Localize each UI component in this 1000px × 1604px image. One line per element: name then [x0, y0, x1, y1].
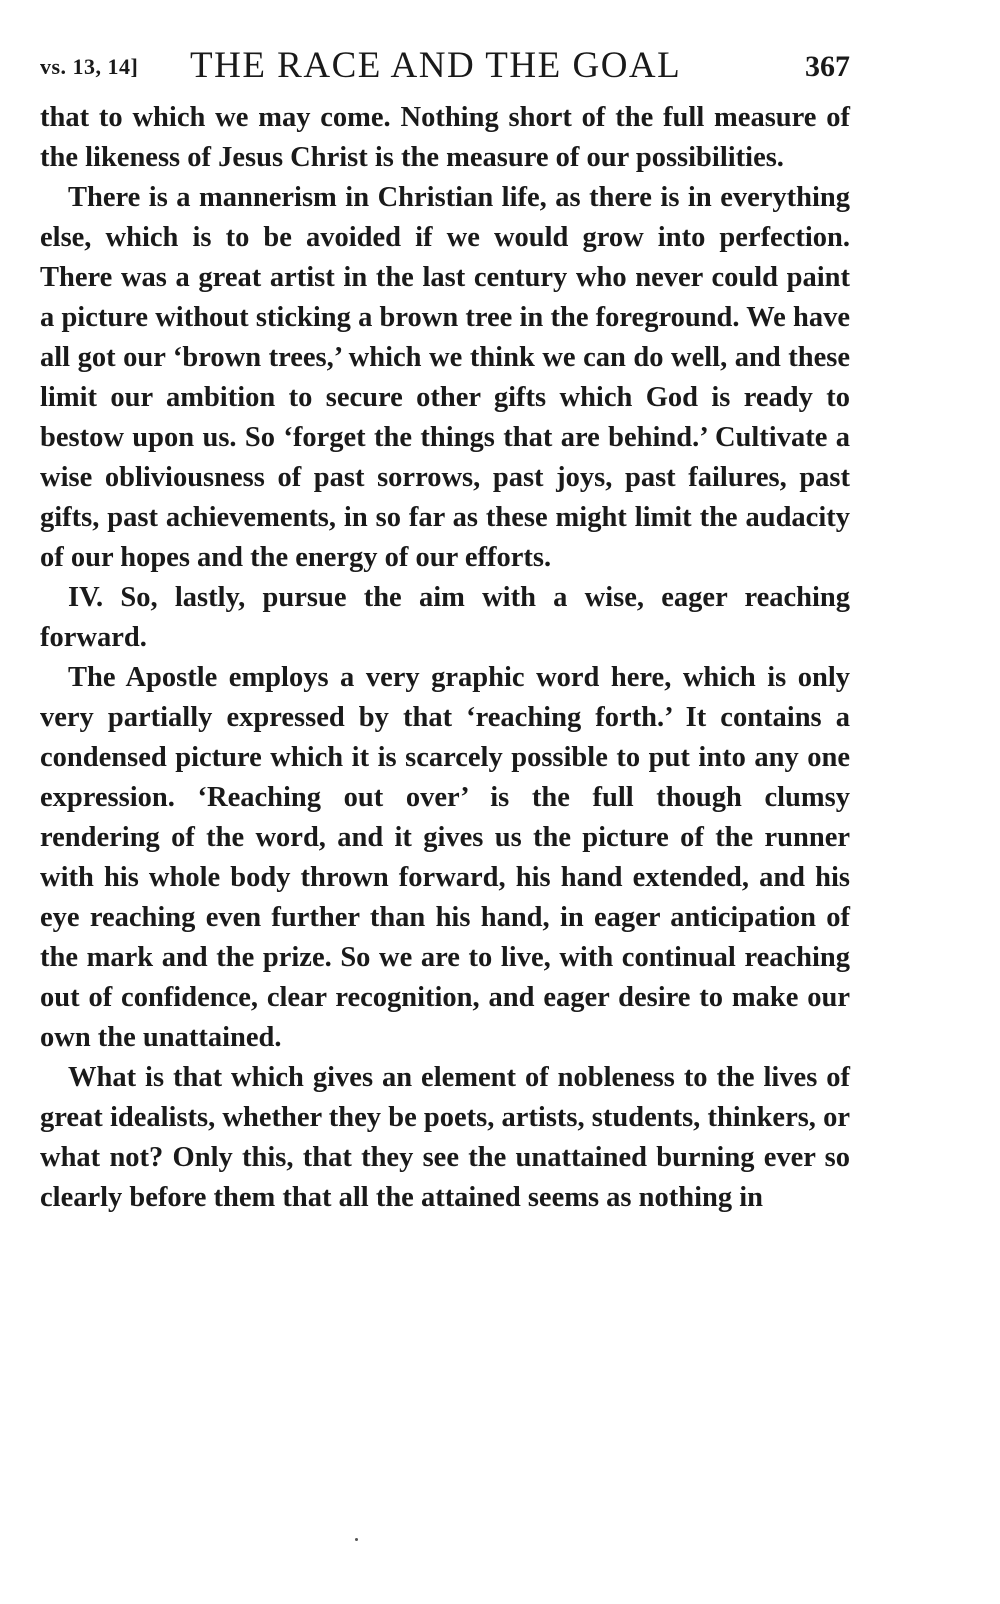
book-page: [40, 40, 850, 1218]
body-text: [40, 98, 850, 1218]
paragraph-mannerism: There is a mannerism in Christian life, as there is in everything else, which is to be avoided if we would grow into perfection. There was a great artist in the last century who never could paint a picture without sticking a brown tree in the foreground. We have all got our ‘brown trees,’ which we think we can do well, and these limit our ambition to secure other gifts which God is ready to bestow upon us. So ‘forget the things that are behind.’ Cultivate a wise obliviousness of past sorrows, past joys, past failures, past gifts, past achievements, in so far as these might limit the audacity of our hopes and the energy of our efforts.: [40, 182, 850, 573]
chapter-title: THE RACE AND THE GOAL: [190, 45, 682, 86]
page-mark: [355, 1538, 358, 1541]
verse-reference: vs. 13, 14]: [40, 54, 139, 79]
paragraph-continuation: that to which we may come. Nothing short of the full measure of the likeness of Jesus Christ is the measure of our possibilities.: [40, 102, 850, 173]
running-head: [40, 40, 850, 98]
paragraph-idealists: What is that which gives an element of nobleness to the lives of great idealists, whether they be poets, artists, students, thinkers, or what not? Only this, that they see the unattained burning ever so clearly before them that all the attained seems as nothing in: [40, 1062, 850, 1213]
paragraph-section-iv: IV. So, lastly, pursue the aim with a wise, eager reaching forward.: [40, 582, 850, 653]
paragraph-apostle: The Apostle employs a very graphic word here, which is only very partially expressed by that ‘reaching forth.’ It contains a condensed picture which it is scarcely possible to put into any one expression. ‘Reaching out over’ is the full though clumsy rendering of the word, and it gives us the picture of the runner with his whole body thrown forward, his hand extended, and his eye reaching even further than his hand, in eager anticipation of the mark and the prize. So we are to live, with continual reaching out of confidence, clear recognition, and eager desire to make our own the unattained.: [40, 662, 850, 1053]
page-number: 367: [805, 50, 850, 83]
